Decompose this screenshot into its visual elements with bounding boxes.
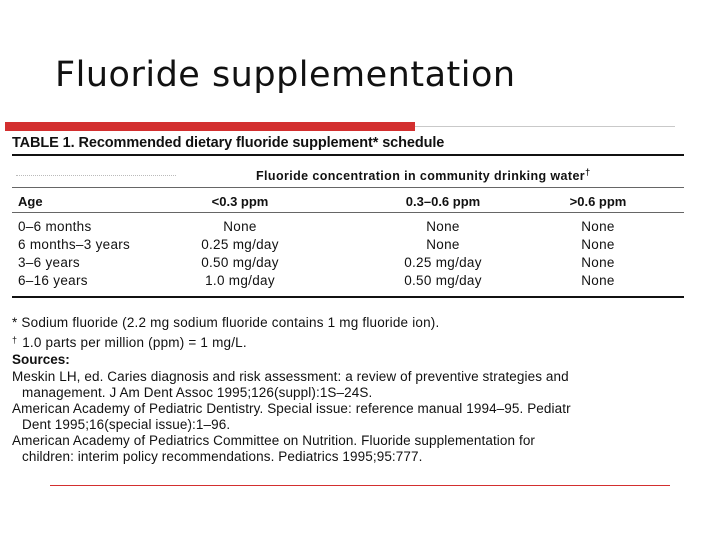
- bottom-accent-rule: [50, 485, 670, 486]
- table-bottom-rule: [12, 296, 684, 298]
- cell-mid: None: [426, 219, 460, 234]
- cell-age: 3–6 years: [18, 255, 80, 270]
- column-header-age: Age: [18, 194, 43, 209]
- title-accent-bar: [5, 122, 415, 131]
- group-header: [256, 167, 590, 183]
- table-caption: TABLE 1. Recommended dietary fluoride supplement* schedule: [12, 135, 445, 151]
- cell-mid: 0.25 mg/day: [404, 255, 482, 270]
- sources-list: [12, 369, 684, 465]
- source-line: management. J Am Dent Assoc 1995;126(suppl):1S–24S.: [22, 385, 373, 400]
- source-line: children: interim policy recommendations. Pediatrics 1995;95:777.: [22, 449, 423, 464]
- cell-low: 0.25 mg/day: [201, 237, 279, 252]
- cell-mid: 0.50 mg/day: [404, 273, 482, 288]
- footnote-ppm-text: 1.0 parts per million (ppm) = 1 mg/L.: [22, 335, 247, 350]
- group-header-mark: †: [585, 167, 591, 177]
- column-header-low: <0.3 ppm: [211, 194, 269, 209]
- title-accent-rule: [415, 126, 675, 127]
- cell-high: None: [581, 273, 615, 288]
- slide-title: Fluoride supplementation: [55, 55, 516, 95]
- group-header-rule: [12, 187, 684, 188]
- cell-low: 1.0 mg/day: [205, 273, 275, 288]
- cell-high: None: [581, 219, 615, 234]
- caption-rule: [12, 154, 684, 156]
- footnote-ppm: [12, 335, 247, 350]
- cell-high: None: [581, 255, 615, 270]
- group-header-text: Fluoride concentration in community drinking water: [256, 169, 586, 184]
- sources-label: Sources:: [12, 352, 70, 367]
- cell-high: None: [581, 237, 615, 252]
- header-rule: [12, 212, 684, 213]
- column-header-high: >0.6 ppm: [569, 194, 627, 209]
- cell-age: 6–16 years: [18, 273, 88, 288]
- source-line: Meskin LH, ed. Caries diagnosis and risk assessment: a review of preventive strategies and: [12, 369, 569, 384]
- dotted-leader: [16, 175, 176, 176]
- footnote-ppm-mark: †: [12, 335, 18, 345]
- cell-low: None: [223, 219, 257, 234]
- source-line: American Academy of Pediatrics Committee on Nutrition. Fluoride supplementation for: [12, 433, 536, 448]
- source-line: Dent 1995;16(special issue):1–96.: [22, 417, 231, 432]
- footnote-sodium: * Sodium fluoride (2.2 mg sodium fluoride contains 1 mg fluoride ion).: [12, 315, 440, 330]
- cell-mid: None: [426, 237, 460, 252]
- column-header-mid: 0.3–0.6 ppm: [405, 194, 481, 209]
- cell-low: 0.50 mg/day: [201, 255, 279, 270]
- cell-age: 6 months–3 years: [18, 237, 131, 252]
- source-line: American Academy of Pediatric Dentistry. Special issue: reference manual 1994–95. Pediatr: [12, 401, 571, 416]
- cell-age: 0–6 months: [18, 219, 92, 234]
